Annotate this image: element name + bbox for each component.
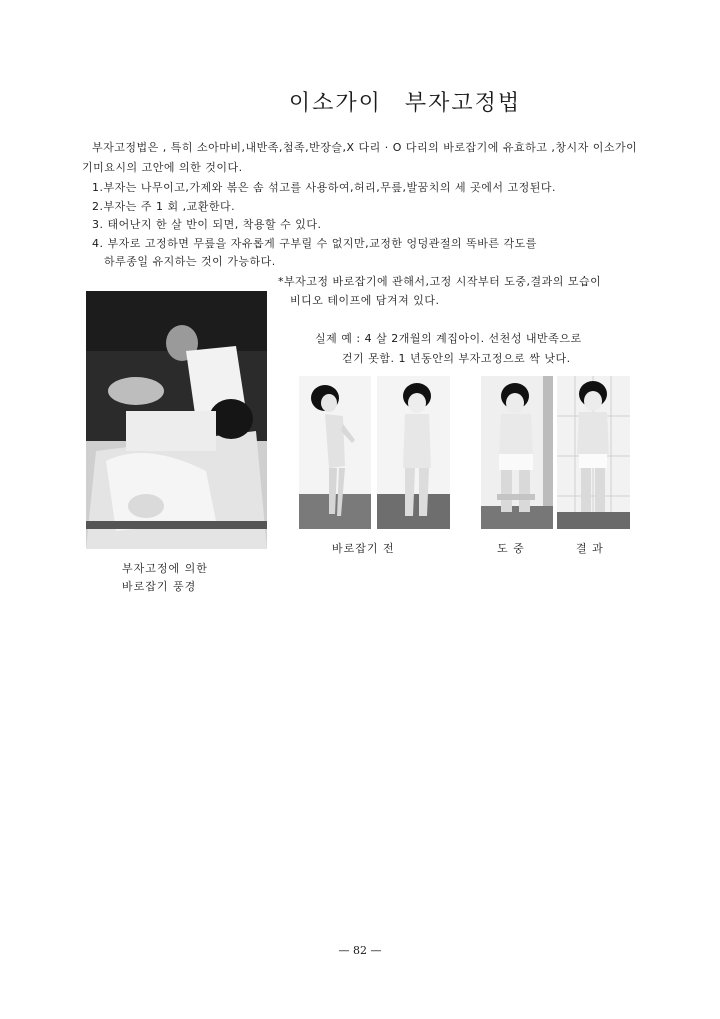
caption-result: 결 과 xyxy=(576,542,604,555)
before-side-photo xyxy=(299,376,371,529)
child-with-splint-image xyxy=(481,376,553,529)
during-photo xyxy=(481,376,553,529)
list-item-1: 1.부자는 나무이고,가제와 볶은 솜 섞고를 사용하여,허리,무릎,발꿈치의 세 곳에서 고정된다. xyxy=(92,181,556,194)
treatment-scene-image xyxy=(86,291,267,549)
caption-before: 바로잡기 전 xyxy=(332,542,395,555)
note-line-1: *부자고정 바로잡기에 관해서,고정 시작부터 도중,결과의 모습이 xyxy=(278,275,602,288)
list-item-4: 4. 부자로 고정하면 무릎을 자유롭게 구부릴 수 없지만,교정한 엉덩관절의 똑바른 각도를 xyxy=(92,237,537,250)
caption-left-line-2: 바로잡기 풍경 xyxy=(122,580,197,593)
intro-line-2: 기미요시의 고안에 의한 것이다. xyxy=(82,161,243,174)
child-front-view-image xyxy=(377,376,450,529)
list-item-4-continued: 하루종일 유지하는 것이 가능하다. xyxy=(104,255,276,268)
list-item-3: 3. 태어난지 한 살 반이 되면, 착용할 수 있다. xyxy=(92,218,322,231)
before-front-photo xyxy=(377,376,450,529)
result-photo xyxy=(557,376,630,529)
caption-during: 도 중 xyxy=(497,542,525,555)
example-line-1: 실제 예 : 4 살 2개월의 계집아이. 선천성 내반족으로 xyxy=(315,332,582,345)
intro-line-1: 부자고정법은 , 특히 소아마비,내반족,첨족,반장슬,X 다리 · O 다리의 바로잡기에 유효하고 ,창시자 이소가이 xyxy=(92,141,638,154)
example-line-2: 걷기 못함. 1 년동안의 부자고정으로 싹 낫다. xyxy=(342,352,571,365)
note-line-2: 비디오 테이프에 담겨져 있다. xyxy=(290,294,440,307)
child-side-view-image xyxy=(299,376,371,529)
list-item-2: 2.부자는 주 1 회 ,교환한다. xyxy=(92,200,236,213)
child-after-treatment-image xyxy=(557,376,630,529)
treatment-scene-photo xyxy=(86,291,267,549)
page-title: 이소가이 부자고정법 xyxy=(288,91,522,116)
caption-left-line-1: 부자고정에 의한 xyxy=(122,562,208,575)
page-number: — 82 — xyxy=(338,944,382,957)
